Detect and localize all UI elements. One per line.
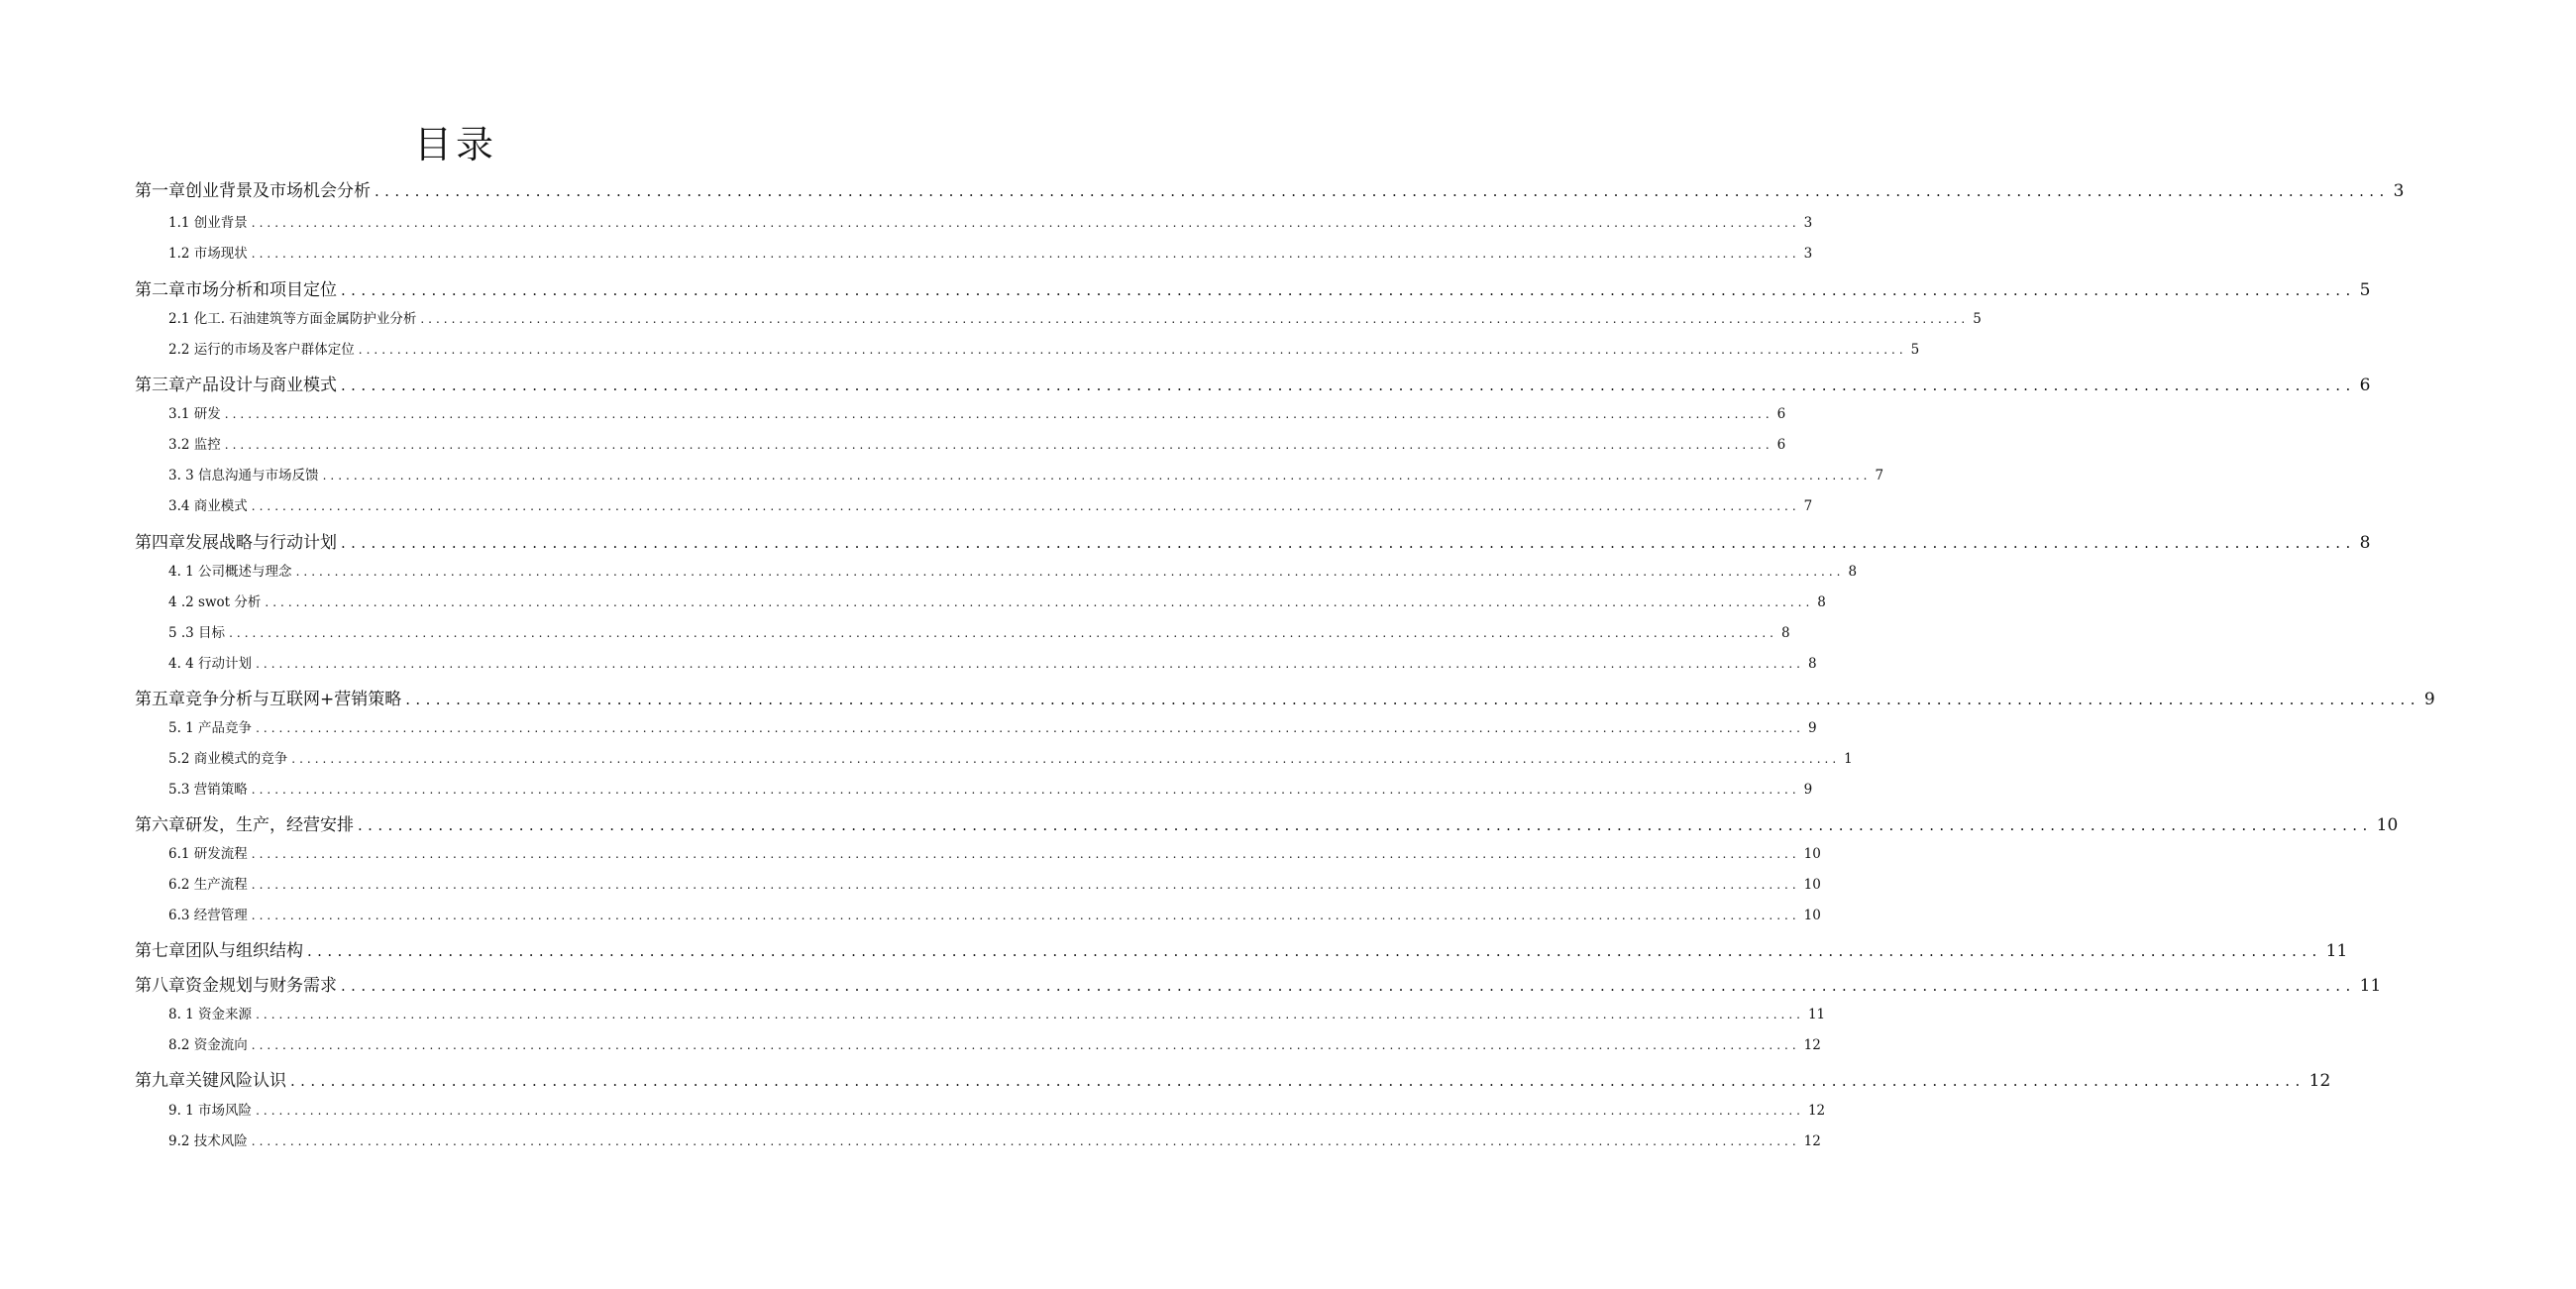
toc-dot-leader: ........................................................................................................................................................................................................ [251, 216, 1800, 230]
toc-entry-label: 2.1 化工. 石油建筑等方面金属防护业分析 [168, 311, 417, 327]
toc-entry-label: 9. 1 市场风险 [168, 1103, 253, 1119]
toc-entry-label: 3.2 监控 [168, 437, 221, 453]
toc-section-entry[interactable] [0, 1099, 1826, 1119]
toc-entry-label: 9.2 技术风险 [168, 1133, 248, 1149]
toc-dot-leader: ........................................................................................................................................................................................................ [256, 1104, 1804, 1118]
toc-entry-label: 8.2 资金流向 [168, 1037, 248, 1053]
toc-dot-leader: ........................................................................................................................................................................................................ [251, 783, 1800, 797]
toc-chapter-entry[interactable] [0, 685, 2435, 709]
toc-dot-leader: ........................................................................................................................................................................................................ [341, 977, 2356, 995]
toc-section-entry[interactable] [0, 842, 1821, 862]
toc-dot-leader: ........................................................................................................................................................................................................ [358, 816, 2373, 834]
toc-section-entry[interactable] [0, 464, 1884, 483]
toc-entry-label: 3.4 商业模式 [168, 498, 248, 514]
toc-dot-leader: ........................................................................................................................................................................................................ [295, 565, 1845, 579]
toc-dot-leader: ........................................................................................................................................................................................................ [251, 247, 1800, 261]
toc-section-entry[interactable] [0, 621, 1790, 641]
toc-page-number: 5 [1973, 311, 1982, 327]
toc-dot-leader: ........................................................................................................................................................................................................ [375, 182, 2390, 200]
toc-page-number: 10 [2376, 815, 2399, 835]
toc-dot-leader: ........................................................................................................................................................................................................ [256, 657, 1804, 671]
toc-section-entry[interactable] [0, 494, 1813, 514]
toc-chapter-entry[interactable] [0, 936, 2348, 961]
toc-section-entry[interactable] [0, 1129, 1821, 1149]
toc-section-entry[interactable] [0, 1003, 1826, 1022]
toc-dot-leader: ........................................................................................................................................................................................................ [307, 942, 2322, 960]
toc-entry-label: 5. 1 产品竞争 [168, 720, 253, 736]
toc-page-number: 6 [1776, 437, 1786, 453]
toc-dot-leader: ........................................................................................................................................................................................................ [229, 626, 1777, 640]
toc-entry-label: 第七章团队与组织结构 [135, 941, 303, 961]
toc-section-entry[interactable] [0, 307, 1982, 327]
toc-entry-label: 第五章竞争分析与互联网+营销策略 [135, 690, 402, 709]
toc-dot-leader: ........................................................................................................................................................................................................ [256, 1008, 1804, 1021]
toc-page-number: 8 [2359, 533, 2371, 553]
toc-dot-leader: ........................................................................................................................................................................................................ [291, 752, 1841, 766]
toc-page-number: 11 [2325, 941, 2348, 961]
toc-entry-label: 1.2 市场现状 [168, 246, 248, 262]
toc-page-number: 8 [1817, 594, 1826, 610]
toc-entry-label: 4. 4 行动计划 [168, 656, 253, 672]
toc-page-number: 12 [1803, 1133, 1821, 1149]
toc-section-entry[interactable] [0, 560, 1858, 580]
toc-section-entry[interactable] [0, 402, 1786, 422]
toc-dot-leader: ........................................................................................................................................................................................................ [251, 499, 1800, 513]
toc-entry-label: 第一章创业背景及市场机会分析 [135, 181, 371, 201]
toc-entry-label: 2.2 运行的市场及客户群体定位 [168, 342, 355, 358]
toc-page-number: 10 [1803, 846, 1821, 862]
toc-entry-label: 4. 1 公司概述与理念 [168, 564, 292, 580]
toc-page-number: 1 [1844, 751, 1853, 767]
toc-section-entry[interactable] [0, 1033, 1821, 1053]
toc-page-number: 11 [2359, 976, 2382, 996]
toc-page-number: 8 [1780, 625, 1790, 641]
toc-page-number: 10 [1803, 908, 1821, 923]
toc-entry-label: 5.2 商业模式的竞争 [168, 751, 288, 767]
toc-entry-label: 3.1 研发 [168, 406, 221, 422]
toc-page-number: 5 [1910, 342, 1920, 358]
toc-section-entry[interactable] [0, 591, 1826, 610]
toc-section-entry[interactable] [0, 873, 1821, 893]
toc-section-entry[interactable] [0, 716, 1817, 736]
toc-page-number: 5 [2359, 280, 2371, 300]
toc-entry-label: 第八章资金规划与财务需求 [135, 976, 337, 996]
toc-entry-label: 8. 1 资金来源 [168, 1007, 253, 1022]
toc-entry-label: 3. 3 信息沟通与市场反馈 [168, 468, 319, 483]
toc-page-number: 10 [1803, 877, 1821, 893]
toc-section-entry[interactable] [0, 211, 1813, 231]
toc-chapter-entry[interactable] [0, 971, 2382, 996]
toc-page-number: 12 [1803, 1037, 1821, 1053]
toc-dot-leader: ........................................................................................................................................................................................................ [405, 691, 2420, 708]
toc-page-number: 3 [2393, 181, 2405, 201]
toc-section-entry[interactable] [0, 778, 1813, 798]
toc-entry-label: 1.1 创业背景 [168, 215, 248, 231]
toc-dot-leader: ........................................................................................................................................................................................................ [251, 878, 1800, 892]
toc-dot-leader: ........................................................................................................................................................................................................ [251, 1038, 1800, 1052]
toc-chapter-entry[interactable] [0, 275, 2371, 300]
toc-dot-leader: ........................................................................................................................................................................................................ [420, 312, 1970, 326]
toc-entry-label: 6.2 生产流程 [168, 877, 248, 893]
toc-section-entry[interactable] [0, 242, 1813, 262]
toc-section-entry[interactable] [0, 904, 1821, 923]
toc-entry-label: 第九章关键风险认识 [135, 1071, 286, 1091]
toc-entry-label: 5.3 营销策略 [168, 782, 248, 798]
toc-dot-leader: ........................................................................................................................................................................................................ [290, 1072, 2306, 1090]
toc-dot-leader: ........................................................................................................................................................................................................ [341, 534, 2356, 552]
toc-page-number: 12 [2308, 1071, 2331, 1091]
toc-page-number: 9 [2423, 690, 2435, 709]
toc-dot-leader: ........................................................................................................................................................................................................ [265, 595, 1814, 609]
toc-dot-leader: ........................................................................................................................................................................................................ [322, 469, 1872, 483]
toc-entry-label: 6.1 研发流程 [168, 846, 248, 862]
toc-dot-leader: ........................................................................................................................................................................................................ [224, 438, 1773, 452]
toc-section-entry[interactable] [0, 338, 1920, 358]
toc-chapter-entry[interactable] [0, 1066, 2331, 1091]
toc-entry-label: 第三章产品设计与商业模式 [135, 376, 337, 395]
toc-dot-leader: ........................................................................................................................................................................................................ [251, 847, 1800, 861]
toc-dot-leader: ........................................................................................................................................................................................................ [341, 376, 2356, 394]
toc-page-number: 9 [1803, 782, 1813, 798]
toc-page-number: 7 [1803, 498, 1813, 514]
page-title: 目录 [413, 123, 497, 166]
toc-dot-leader: ........................................................................................................................................................................................................ [358, 343, 1907, 357]
toc-dot-leader: ........................................................................................................................................................................................................ [256, 721, 1804, 735]
toc-chapter-entry[interactable] [0, 176, 2405, 201]
toc-page-number: 11 [1807, 1007, 1826, 1022]
toc-page-number: 3 [1803, 246, 1813, 262]
toc-entry-label: 第六章研发，生产，经营安排 [135, 815, 354, 835]
toc-section-entry[interactable] [0, 747, 1853, 767]
toc-entry-label: 6.3 经营管理 [168, 908, 248, 923]
toc-page-number: 6 [1776, 406, 1786, 422]
toc-page-number: 8 [1848, 564, 1858, 580]
toc-chapter-entry[interactable] [0, 528, 2371, 553]
toc-page-number: 3 [1803, 215, 1813, 231]
toc-chapter-entry[interactable] [0, 810, 2399, 835]
toc-section-entry[interactable] [0, 652, 1817, 672]
toc-entry-label: 5 .3 目标 [168, 625, 226, 641]
toc-entry-label: 4 .2 swot 分析 [168, 594, 262, 610]
toc-entry-label: 第四章发展战略与行动计划 [135, 533, 337, 553]
toc-page-number: 8 [1807, 656, 1817, 672]
toc-dot-leader: ........................................................................................................................................................................................................ [341, 281, 2356, 299]
toc-dot-leader: ........................................................................................................................................................................................................ [251, 1134, 1800, 1148]
toc-dot-leader: ........................................................................................................................................................................................................ [251, 909, 1800, 922]
toc-section-entry[interactable] [0, 433, 1786, 453]
toc-chapter-entry[interactable] [0, 371, 2371, 395]
toc-page-number: 12 [1807, 1103, 1826, 1119]
toc-page-number: 6 [2359, 376, 2371, 395]
toc-entry-label: 第二章市场分析和项目定位 [135, 280, 337, 300]
toc-page-number: 7 [1875, 468, 1884, 483]
toc-page-number: 9 [1807, 720, 1817, 736]
toc-dot-leader: ........................................................................................................................................................................................................ [224, 407, 1773, 421]
